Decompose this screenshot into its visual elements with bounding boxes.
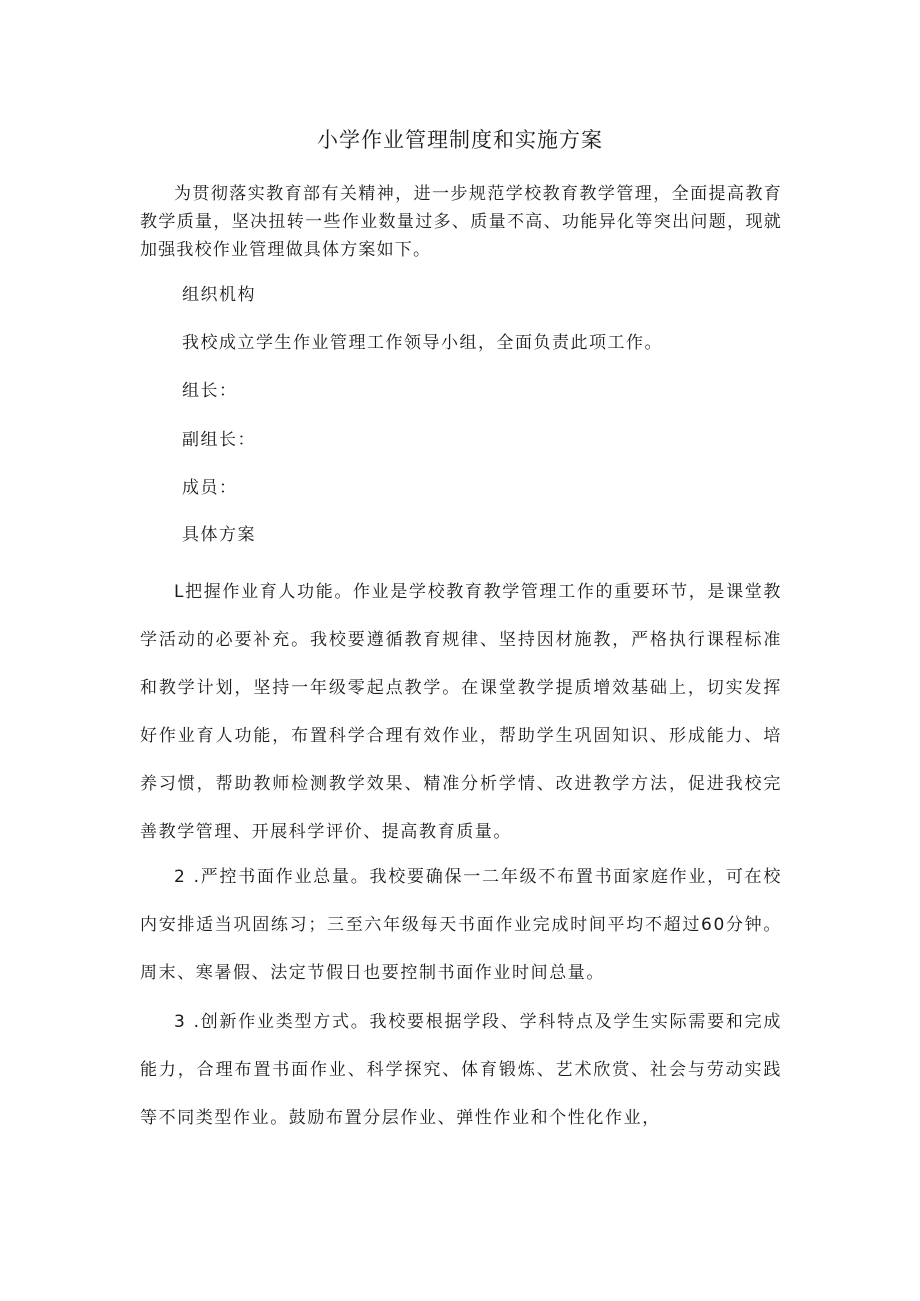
document-title: 小学作业管理制度和实施方案 (317, 128, 603, 152)
intro-paragraph: 为贯彻落实教育部有关精神，进一步规范学校教育教学管理，全面提高教育教学质量，坚决扭转一些作业数量过多、质量不高、功能异化等突出问题，现就加强我校作业管理做具体方案如下。 (140, 184, 782, 260)
plan-item-3: 3 .创新作业类型方式。我校要根据学段、学科特点及学生实际需要和完成能力，合理布置书面作业、科学探究、体育锻炼、艺术欣赏、社会与劳动实践等不同类型作业。鼓励布置分层作业、弹性作业和个性化作业， (140, 1012, 782, 1128)
leader-label: 组长： (182, 381, 238, 401)
section-heading-plan: 具体方案 (182, 525, 256, 545)
plan-item-2: 2 .严控书面作业总量。我校要确保一二年级不布置书面家庭作业，可在校内安排适当巩固练习；三至六年级每天书面作业完成时间平均不超过60分钟。周末、寒暑假、法定节假日也要控制书面作业时间总量。 (140, 867, 782, 983)
members-label: 成员： (182, 478, 238, 498)
plan-item-1: L把握作业育人功能。作业是学校教育教学管理工作的重要环节，是课堂教学活动的必要补充。我校要遵循教育规律、坚持因材施教，严格执行课程标准和教学计划，坚持一年级零起点教学。在课堂教学提质增效基础上，切实发挥好作业育人功能，布置科学合理有效作业，帮助学生巩固知识、形成能力、培养习惯，帮助教师检测教学效果、精准分析学情、改进教学方法，促进我校完善教学管理、开展科学评价、提高教育质量。 (140, 582, 782, 842)
deputy-leader-label: 副组长： (182, 430, 256, 450)
section-heading-organization: 组织机构 (182, 285, 256, 305)
organization-statement: 我校成立学生作业管理工作领导小组，全面负责此项工作。 (182, 333, 663, 353)
